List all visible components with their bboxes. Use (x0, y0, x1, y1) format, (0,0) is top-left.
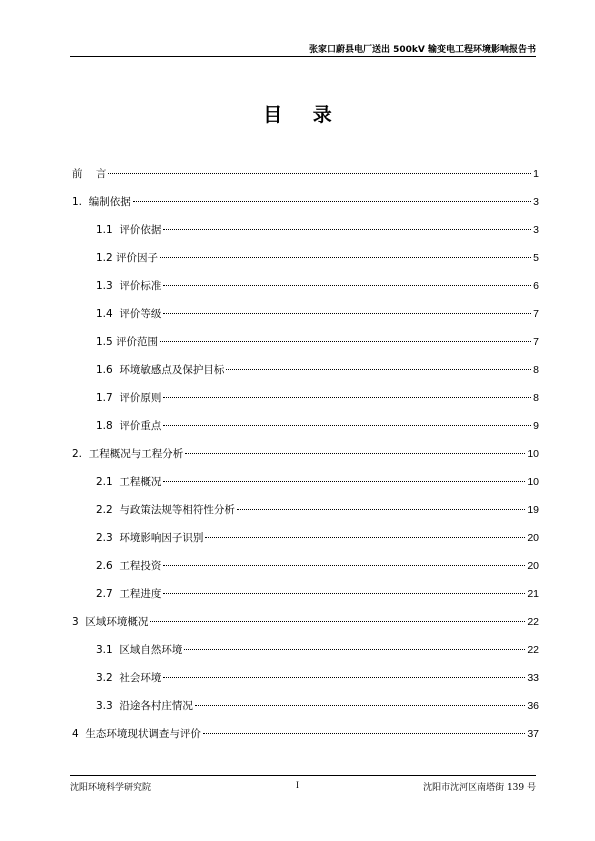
toc-entry-label: 1.1 评价依据 (96, 224, 162, 236)
toc-entry-page: 21 (527, 588, 539, 600)
footer-rule (70, 775, 536, 776)
toc-leader-dots (133, 201, 531, 202)
footer-organization: 沈阳环境科学研究院 (70, 783, 152, 793)
toc-entry-label: 2.6 工程投资 (96, 560, 162, 572)
toc-entry-page: 3 (533, 196, 539, 208)
toc-leader-dots (163, 397, 531, 398)
toc-entry[interactable] (72, 332, 539, 360)
toc-entry[interactable] (72, 528, 539, 556)
toc-entry[interactable] (72, 276, 539, 304)
toc-entry-page: 7 (533, 336, 539, 348)
toc-leader-dots (226, 369, 531, 370)
toc-entry-label: 1.3 评价标准 (96, 280, 162, 292)
toc-leader-dots (185, 453, 525, 454)
toc-entry-page: 8 (533, 364, 539, 376)
toc-leader-dots (163, 677, 525, 678)
toc-entry-page: 10 (527, 448, 539, 460)
table-of-contents (72, 164, 539, 752)
toc-entry[interactable] (72, 192, 539, 220)
toc-entry-page: 7 (533, 308, 539, 320)
toc-entry-label: 2.1 工程概况 (96, 476, 162, 488)
toc-leader-dots (108, 173, 531, 174)
toc-entry-page: 36 (527, 700, 539, 712)
toc-leader-dots (163, 565, 525, 566)
toc-entry-label: 4 生态环境现状调查与评价 (72, 728, 201, 740)
toc-entry-label: 1.4 评价等级 (96, 308, 162, 320)
toc-entry-label: 2.7 工程进度 (96, 588, 162, 600)
toc-entry-label: 1.7 评价原则 (96, 392, 162, 404)
toc-entry-label: 3 区域环境概况 (72, 616, 149, 628)
toc-entry[interactable] (72, 164, 539, 192)
footer-address: 沈阳市沈河区南塔街 139 号 (423, 783, 536, 793)
toc-entry-page: 20 (527, 532, 539, 544)
toc-leader-dots (163, 425, 531, 426)
footer-page-number: I (296, 780, 299, 790)
toc-entry-page: 6 (533, 280, 539, 292)
toc-leader-dots (163, 313, 531, 314)
toc-entry[interactable] (72, 584, 539, 612)
toc-leader-dots (195, 705, 525, 706)
toc-entry[interactable] (72, 304, 539, 332)
toc-entry-label: 1. 编制依据 (72, 196, 131, 208)
toc-entry-label: 3.3 沿途各村庄情况 (96, 700, 193, 712)
toc-entry[interactable] (72, 472, 539, 500)
toc-entry[interactable] (72, 500, 539, 528)
toc-entry[interactable] (72, 388, 539, 416)
toc-entry-label: 1.6 环境敏感点及保护目标 (96, 364, 225, 376)
toc-leader-dots (237, 509, 525, 510)
toc-entry-label: 2.3 环境影响因子识别 (96, 532, 204, 544)
toc-entry-label: 前 言 (72, 168, 107, 180)
toc-entry[interactable] (72, 668, 539, 696)
toc-entry[interactable] (72, 444, 539, 472)
toc-leader-dots (160, 341, 531, 342)
toc-leader-dots (205, 537, 525, 538)
toc-entry-page: 10 (527, 476, 539, 488)
toc-leader-dots (150, 621, 525, 622)
toc-entry[interactable] (72, 612, 539, 640)
toc-entry-label: 1.8 评价重点 (96, 420, 162, 432)
toc-entry-page: 5 (533, 252, 539, 264)
toc-entry-label: 3.2 社会环境 (96, 672, 162, 684)
toc-entry-page: 1 (533, 168, 539, 180)
toc-leader-dots (203, 733, 525, 734)
toc-entry[interactable] (72, 416, 539, 444)
page-header (70, 40, 536, 57)
toc-entry-label: 1.2 评价因子 (96, 252, 159, 264)
toc-entry[interactable] (72, 248, 539, 276)
toc-entry-label: 3.1 区域自然环境 (96, 644, 183, 656)
toc-entry[interactable] (72, 640, 539, 668)
toc-entry[interactable] (72, 724, 539, 752)
toc-leader-dots (163, 593, 525, 594)
toc-leader-dots (184, 649, 525, 650)
toc-entry[interactable] (72, 360, 539, 388)
toc-entry-label: 2.2 与政策法规等相符性分析 (96, 504, 235, 516)
toc-entry-page: 8 (533, 392, 539, 404)
toc-entry-page: 3 (533, 224, 539, 236)
toc-leader-dots (160, 257, 531, 258)
toc-entry-page: 19 (527, 504, 539, 516)
toc-entry[interactable] (72, 556, 539, 584)
toc-entry-page: 22 (527, 644, 539, 656)
toc-leader-dots (163, 481, 525, 482)
toc-entry[interactable] (72, 220, 539, 248)
toc-leader-dots (163, 285, 531, 286)
toc-entry-label: 1.5 评价范围 (96, 336, 159, 348)
toc-entry-page: 22 (527, 616, 539, 628)
toc-entry-page: 33 (527, 672, 539, 684)
toc-entry-page: 37 (527, 728, 539, 740)
toc-entry-page: 9 (533, 420, 539, 432)
toc-leader-dots (163, 229, 531, 230)
toc-entry[interactable] (72, 696, 539, 724)
toc-title: 目 录 (263, 104, 344, 126)
toc-entry-page: 20 (527, 560, 539, 572)
header-title: 张家口蔚县电厂送出 500kV 输变电工程环境影响报告书 (308, 45, 536, 55)
toc-entry-label: 2. 工程概况与工程分析 (72, 448, 184, 460)
